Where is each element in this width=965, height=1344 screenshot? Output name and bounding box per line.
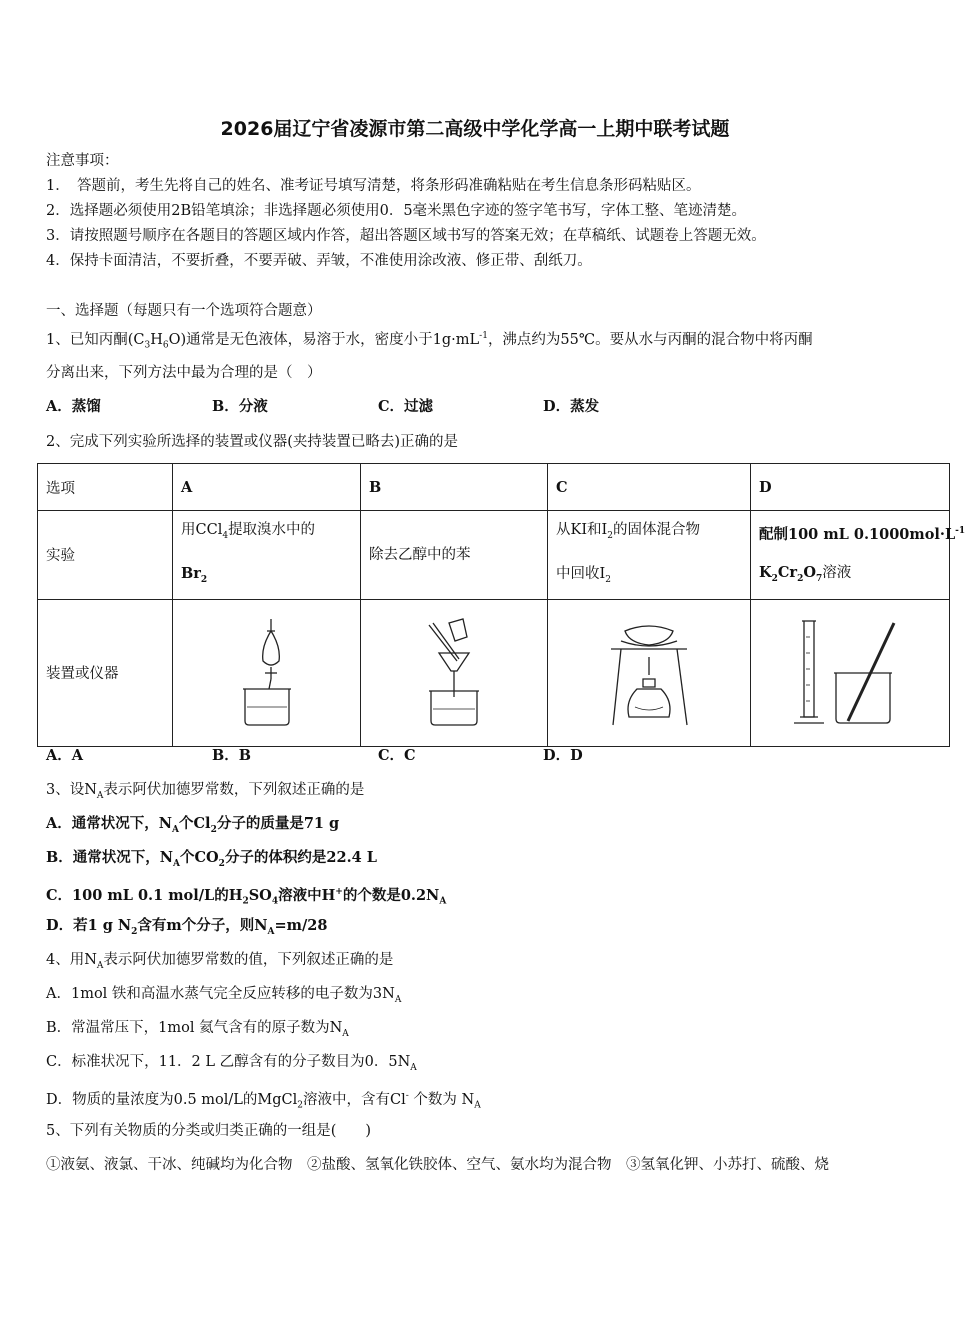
note-item-4: 4．保持卡面清洁，不要折叠，不要弄破、弄皱，不准使用涂改液、修正带、刮纸刀。 (46, 253, 592, 269)
q3-option-d[interactable]: D．若1 g $N_2$含有m个分子，则$N_A=m/28$ (46, 917, 328, 937)
page-title: 2026届辽宁省凌源市第二高级中学化学高一上期中联考试题 (220, 118, 730, 140)
q1-option-a[interactable]: A．蒸馏 (46, 398, 101, 415)
apparatus-d (751, 599, 950, 746)
q1-option-c[interactable]: C．过滤 (378, 398, 434, 415)
q5-statement-line: ①液氨、液氯、干冰、纯碱均为化合物 ②盐酸、氢氧化铁胶体、空气、氨水均为混合物 ③氢氧化钾、小苏打、硫酸、烧 (46, 1157, 829, 1173)
q2-stem: 2、完成下列实验所选择的装置或仪器(夹持装置已略去)正确的是 (46, 434, 459, 450)
apparatus-a (173, 599, 361, 746)
note-item-2: 2．选择题必须使用2B铅笔填涂；非选择题必须使用0．5毫米黑色字迹的签字笔书写，字体工整、笔迹清楚。 (46, 203, 747, 219)
q3-option-a[interactable]: A．通常状况下，$N_A$个$Cl_2$分子的质量是71 g (46, 815, 340, 835)
header-cell-c: C (548, 464, 751, 511)
header-cell-b: B (361, 464, 548, 511)
filtration-funnel-icon (419, 617, 489, 729)
notes-heading: 注意事项： (46, 153, 119, 169)
q1-option-d[interactable]: D．蒸发 (543, 398, 600, 415)
experiment-b: 除去乙醇中的苯 (361, 511, 548, 600)
q2-option-c[interactable]: C．C (378, 747, 416, 764)
q3-option-b[interactable]: B．通常状况下，$N_A$个$CO_2$分子的体积约是22.4 L (46, 849, 377, 869)
q2-option-d[interactable]: D．D (543, 747, 583, 764)
header-cell-d: D (751, 464, 950, 511)
q4-option-c[interactable]: C．标准状况下，11．2 L 乙醇含有的分子数目为0．$5N_A$ (46, 1054, 417, 1073)
experiment-d: 配制100 mL $0.1000mol\cdot L^{-1}$ $K_2Cr_2O_7$溶液 (751, 511, 950, 600)
q3-option-c[interactable]: C．100 mL 0.1 mol/L的$H_2SO_4$溶液中H+的个数是$0.2N_A$ (46, 886, 447, 907)
q1-stem-line1: 1、已知丙酮$(C_3H_6O)$通常是无色液体，易溶于水，密度小于$1g\cdot mL^{-1}$，沸点约为55℃。要从水与丙酮的混合物中将丙酮 (46, 331, 813, 351)
experiment-c: 从KI和$I_2$的固体混合物 中回收$I_2$ (548, 511, 751, 600)
experiment-a: 用CCl$_4$提取溴水中的 $Br_2$ (173, 511, 361, 600)
header-cell-option: 选项 (38, 464, 173, 511)
apparatus-b (361, 599, 548, 746)
q4-option-d[interactable]: D．物质的量浓度为0.5 mol/L的MgCl$_2$溶液中，含有Cl- 个数为 $N_A$ (46, 1091, 481, 1111)
q4-stem: 4、用$N_A$表示阿伏加德罗常数的值，下列叙述正确的是 (46, 952, 394, 971)
table-header-row (38, 464, 950, 511)
note-item-3: 3．请按照题号顺序在各题目的答题区域内作答，超出答题区域书写的答案无效；在草稿纸、试题卷上答题无效。 (46, 228, 766, 244)
header-cell-a: A (173, 464, 361, 511)
table-row-apparatus (38, 599, 950, 746)
graduated-cylinder-beaker-icon (790, 617, 910, 729)
q2-table (37, 463, 965, 747)
q1-stem-line2: 分离出来，下列方法中最为合理的是（ ） (46, 365, 322, 381)
separatory-funnel-icon (237, 617, 297, 729)
q4-option-a[interactable]: A．1mol 铁和高温水蒸气完全反应转移的电子数为$3N_A$ (46, 986, 402, 1005)
table-row-experiment (38, 511, 950, 600)
q5-stem: 5、下列有关物质的分类或归类正确的一组是( ) (46, 1123, 372, 1139)
section-heading: 一、选择题（每题只有一个选项符合题意） (46, 303, 322, 319)
row-label-apparatus: 装置或仪器 (38, 599, 173, 746)
q2-option-a[interactable]: A．A (46, 747, 84, 764)
q4-option-b[interactable]: B．常温常压下，1mol 氦气含有的原子数为$N_A$ (46, 1020, 349, 1039)
q2-option-b[interactable]: B．B (212, 747, 252, 764)
row-label-experiment: 实验 (38, 511, 173, 600)
apparatus-c (548, 599, 751, 746)
q3-stem: 3、设$N_A$表示阿伏加德罗常数，下列叙述正确的是 (46, 782, 365, 801)
sublimation-tripod-icon (607, 617, 691, 729)
note-item-1: 1． 答题前，考生先将自己的姓名、准考证号填写清楚，将条形码准确粘贴在考生信息条形码粘贴区。 (46, 178, 701, 194)
q1-option-b[interactable]: B．分液 (212, 398, 268, 415)
